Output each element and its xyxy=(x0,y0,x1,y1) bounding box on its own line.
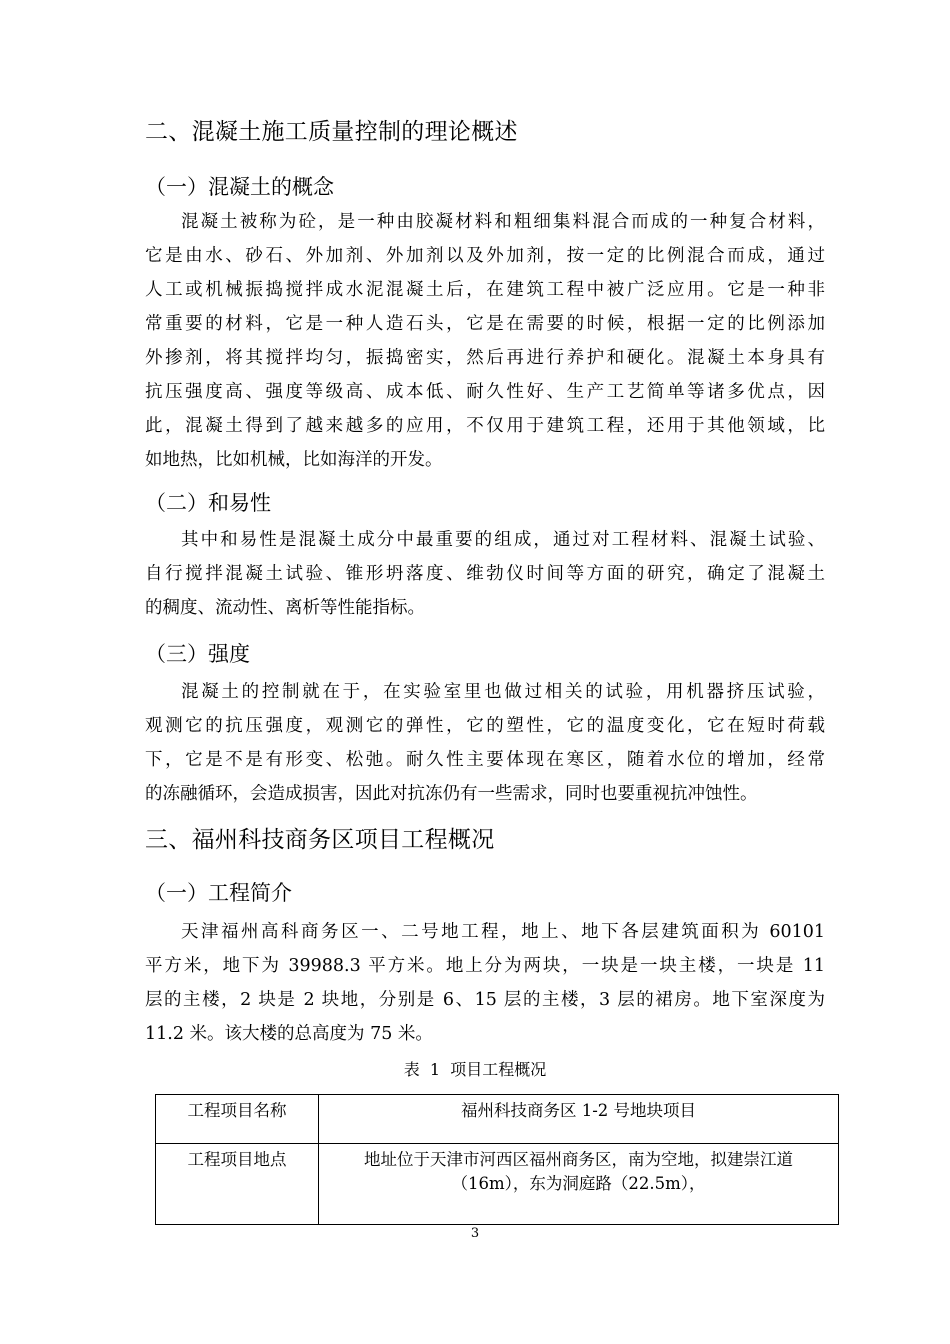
project-overview-table xyxy=(155,1094,839,1225)
paragraph-line: 的冻融循环，会造成损害，因此对抗冻仍有一些需求，同时也要重视抗冲蚀性。 xyxy=(145,784,758,804)
subsection-heading: （一）混凝土的概念 xyxy=(145,175,334,199)
paragraph xyxy=(145,675,825,811)
paragraph-line: 观测它的抗压强度，观测它的弹性，它的塑性，它的温度变化，它在短时荷载 xyxy=(145,716,825,736)
paragraph-line: 其中和易性是混凝土成分中最重要的组成，通过对工程材料、混凝土试验、 xyxy=(181,530,825,550)
paragraph-line: 人工或机械振捣搅拌成水泥混凝土后，在建筑工程中被广泛应用。它是一种非 xyxy=(145,280,825,300)
section-heading: 二、混凝土施工质量控制的理论概述 xyxy=(145,119,518,145)
table-row xyxy=(156,1144,839,1225)
subsection-heading: （二）和易性 xyxy=(145,491,271,515)
paragraph xyxy=(145,915,825,1051)
paragraph-line: 抗压强度高、强度等级高、成本低、耐久性好、生产工艺简单等诸多优点，因 xyxy=(145,382,825,402)
paragraph-line: 混凝土的控制就在于，在实验室里也做过相关的试验，用机器挤压试验， xyxy=(181,682,825,702)
paragraph-line: 的稠度、流动性、离析等性能指标。 xyxy=(145,598,425,618)
paragraph-line: 层的主楼，2 块是 2 块地，分别是 6、15 层的主楼，3 层的裙房。地下室深度为 xyxy=(145,990,825,1010)
paragraph-line: 下，它是不是有形变、松弛。耐久性主要体现在寒区，随着水位的增加，经常 xyxy=(145,750,825,770)
table-cell-value: 地址位于天津市河西区福州商务区，南为空地，拟建崇江道（16m），东为洞庭路（22.5m）， xyxy=(319,1144,839,1225)
table-cell-label: 工程项目名称 xyxy=(156,1095,319,1144)
paragraph xyxy=(145,205,825,477)
paragraph xyxy=(145,523,825,625)
section-heading: 三、福州科技商务区项目工程概况 xyxy=(145,827,495,853)
paragraph-line: 如地热，比如机械，比如海洋的开发。 xyxy=(145,450,443,470)
paragraph-line: 自行搅拌混凝土试验、锥形坍落度、维勃仪时间等方面的研究，确定了混凝土 xyxy=(145,564,825,584)
subsection-heading: （一）工程简介 xyxy=(145,881,292,905)
table-cell-label: 工程项目地点 xyxy=(156,1144,319,1225)
table-caption: 表 1 项目工程概况 xyxy=(403,1060,547,1079)
paragraph-line: 天津福州高科商务区一、二号地工程，地上、地下各层建筑面积为 60101 xyxy=(181,922,825,942)
page-number: 3 xyxy=(470,1226,480,1241)
paragraph-line: 混凝土被称为砼，是一种由胶凝材料和粗细集料混合而成的一种复合材料， xyxy=(181,212,825,232)
table-row xyxy=(156,1095,839,1144)
table-cell-value: 福州科技商务区 1-2 号地块项目 xyxy=(319,1095,839,1144)
paragraph-line: 它是由水、砂石、外加剂、外加剂以及外加剂，按一定的比例混合而成，通过 xyxy=(145,246,825,266)
subsection-heading: （三）强度 xyxy=(145,642,250,666)
paragraph-line: 常重要的材料，它是一种人造石头，它是在需要的时候，根据一定的比例添加 xyxy=(145,314,825,334)
paragraph-line: 此，混凝土得到了越来越多的应用，不仅用于建筑工程，还用于其他领域，比 xyxy=(145,416,825,436)
paragraph-line: 平方米，地下为 39988.3 平方米。地上分为两块，一块是一块主楼，一块是 11 xyxy=(145,956,825,976)
paragraph-line: 11.2 米。该大楼的总高度为 75 米。 xyxy=(145,1024,433,1044)
paragraph-line: 外掺剂，将其搅拌均匀，振捣密实，然后再进行养护和硬化。混凝土本身具有 xyxy=(145,348,825,368)
